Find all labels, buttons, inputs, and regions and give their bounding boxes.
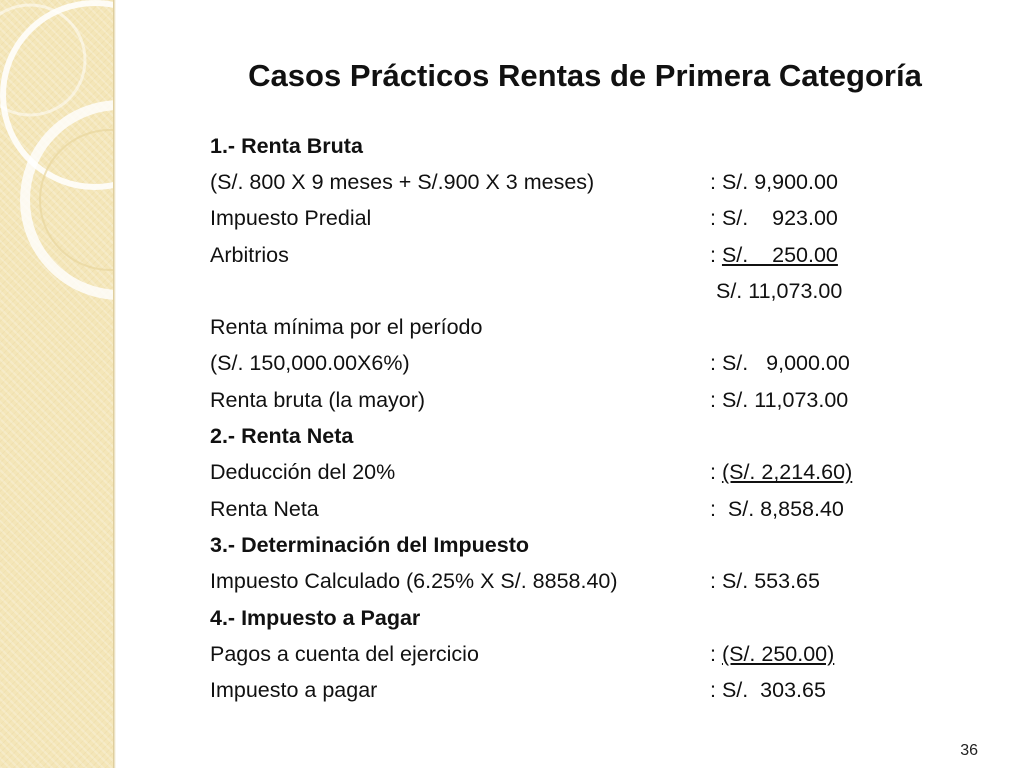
row-value bbox=[710, 243, 838, 268]
row-label: Renta Neta bbox=[210, 496, 319, 521]
row-label: 2.- Renta Neta bbox=[210, 424, 354, 449]
row-value: : S/. 303.65 bbox=[710, 678, 826, 703]
row-impuesto-a-pagar bbox=[210, 672, 930, 708]
value-prefix: : bbox=[710, 242, 722, 267]
row-value bbox=[710, 460, 852, 485]
row-label: (S/. 800 X 9 meses + S/.900 X 3 meses) bbox=[210, 169, 595, 194]
row-renta-minima bbox=[210, 309, 930, 345]
row-value bbox=[710, 642, 834, 667]
row-deduccion bbox=[210, 455, 930, 491]
value-underlined: (S/. 2,214.60) bbox=[721, 460, 853, 485]
decorative-circles bbox=[0, 0, 113, 768]
row-value: : S/. 11,073.00 bbox=[710, 387, 849, 412]
row-renta-minima-calculo bbox=[210, 346, 930, 382]
value-underlined: (S/. 250.00) bbox=[721, 641, 835, 666]
row-renta-neta bbox=[210, 491, 930, 527]
value-underlined: S/. 250.00 bbox=[721, 242, 838, 267]
row-label: 3.- Determinación del Impuesto bbox=[210, 532, 529, 557]
page-number: 36 bbox=[960, 742, 978, 759]
row-label: Renta mínima por el período bbox=[210, 315, 483, 340]
slide-title: Casos Prácticos Rentas de Primera Categoría bbox=[248, 58, 922, 93]
value-prefix: : bbox=[710, 641, 722, 666]
section-heading-renta-neta bbox=[210, 418, 930, 454]
row-renta-calculo bbox=[210, 164, 930, 200]
row-label: Renta bruta (la mayor) bbox=[210, 387, 426, 412]
section-heading-renta-bruta bbox=[210, 128, 930, 164]
row-value: : S/. 923.00 bbox=[710, 206, 838, 231]
value-prefix: : bbox=[710, 460, 722, 485]
row-value: : S/. 9,900.00 bbox=[710, 169, 838, 194]
row-label: (S/. 150,000.00X6%) bbox=[210, 351, 410, 376]
row-value: : S/. 9,000.00 bbox=[710, 351, 850, 376]
row-value: : S/. 8,858.40 bbox=[710, 496, 844, 521]
row-value: : S/. 553.65 bbox=[710, 569, 820, 594]
section-heading-determinacion bbox=[210, 527, 930, 563]
side-panel-border bbox=[113, 0, 116, 768]
row-label: 1.- Renta Bruta bbox=[210, 133, 363, 158]
row-impuesto-calculado bbox=[210, 564, 930, 600]
row-arbitrios bbox=[210, 237, 930, 273]
row-subtotal bbox=[210, 273, 930, 309]
row-label: Impuesto Predial bbox=[210, 206, 372, 231]
row-renta-bruta-mayor bbox=[210, 382, 930, 418]
row-label: Impuesto Calculado (6.25% X S/. 8858.40) bbox=[210, 569, 618, 594]
row-label: 4.- Impuesto a Pagar bbox=[210, 605, 421, 630]
row-pagos-cuenta bbox=[210, 636, 930, 672]
row-impuesto-predial bbox=[210, 201, 930, 237]
row-label: Impuesto a pagar bbox=[210, 678, 378, 703]
row-value: S/. 11,073.00 bbox=[710, 278, 843, 303]
calculation-list bbox=[210, 128, 930, 709]
row-label: Deducción del 20% bbox=[210, 460, 396, 485]
row-label: Arbitrios bbox=[210, 242, 289, 267]
row-label: Pagos a cuenta del ejercicio bbox=[210, 641, 479, 666]
section-heading-impuesto-pagar bbox=[210, 600, 930, 636]
